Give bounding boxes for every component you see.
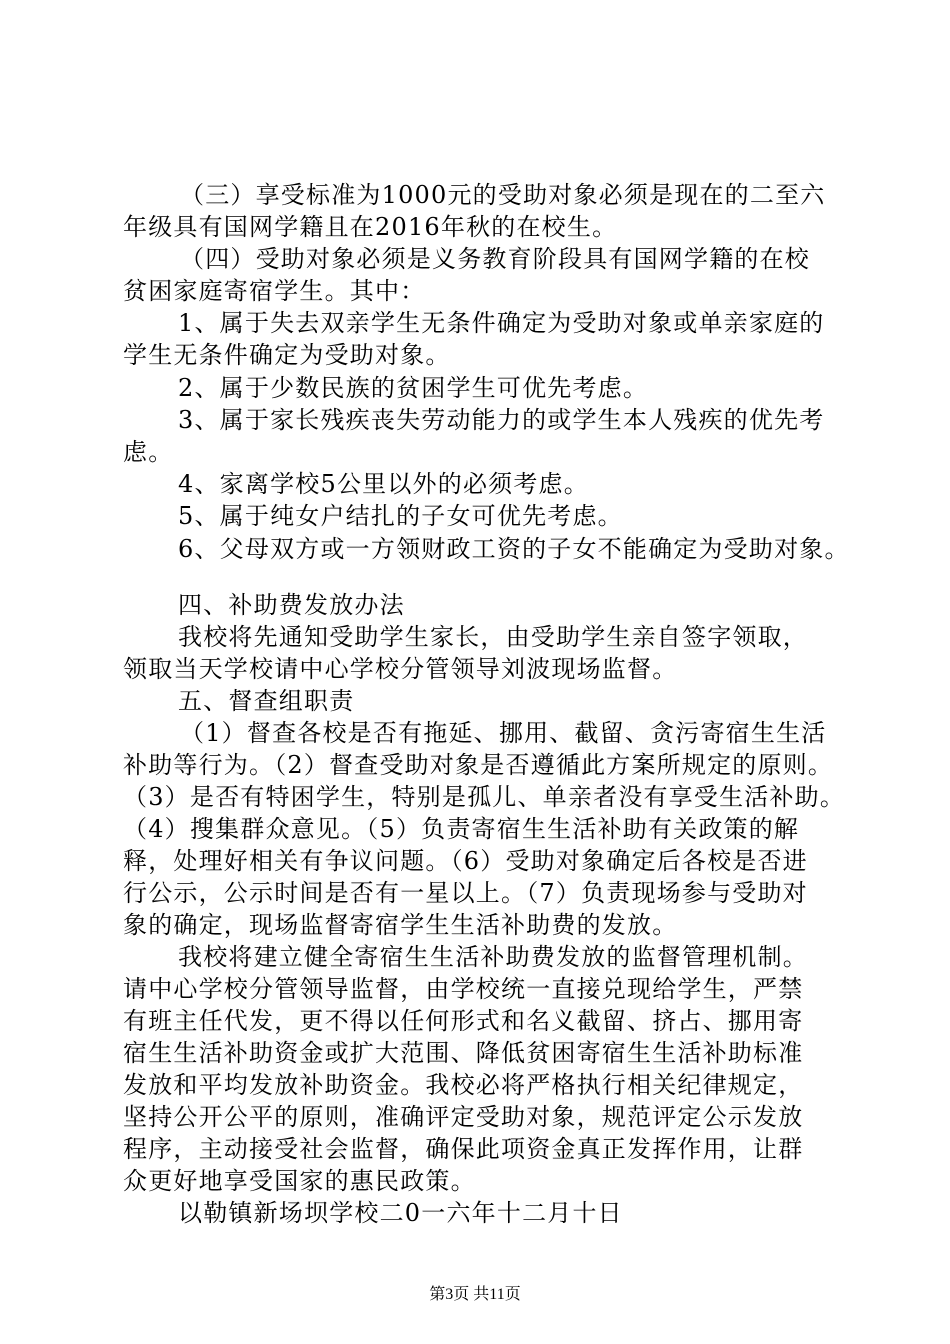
paragraph-line: 4、家离学校5公里以外的必须考虑。 [178, 470, 589, 498]
paragraph-line: （四）受助对象必须是义务教育阶段具有国网学籍的在校 [180, 245, 810, 273]
paragraph-line: 6、父母双方或一方领财政工资的子女不能确定为受助对象。 [178, 535, 850, 563]
signature-date-line: 以勒镇新场坝学校二0一六年十二月十日 [178, 1199, 623, 1227]
paragraph-line: 5、属于纯女户结扎的子女可优先考虑。 [178, 502, 623, 530]
paragraph-line: 程序，主动接受社会监督，确保此项资金真正发挥作用，让群 [123, 1135, 804, 1163]
paragraph-line: （三）享受标准为1000元的受助对象必须是现在的二至六 [180, 181, 826, 209]
page-footer: 第3页 共11页 [429, 1286, 521, 1303]
paragraph-line: 学生无条件确定为受助对象。 [123, 341, 451, 369]
paragraph-line: 有班主任代发，更不得以任何形式和名义截留、挤占、挪用寄 [123, 1007, 804, 1035]
paragraph-line: （3）是否有特困学生，特别是孤儿、单亲者没有享受生活补助。 [123, 783, 846, 811]
paragraph-line: 坚持公开公平的原则，准确评定受助对象，规范评定公示发放 [123, 1103, 804, 1131]
paragraph-line: 象的确定，现场监督寄宿学生生活补助费的发放。 [123, 911, 678, 939]
paragraph-line: （1）督查各校是否有拖延、挪用、截留、贪污寄宿生生活 [180, 719, 827, 747]
paragraph-line: 发放和平均发放补助资金。我校必将严格执行相关纪律规定， [123, 1071, 804, 1099]
paragraph-line: 请中心学校分管领导监督，由学校统一直接兑现给学生，严禁 [123, 975, 804, 1003]
paragraph-line: 虑。 [123, 438, 174, 466]
paragraph-line: 释，处理好相关有争议问题。（6）受助对象确定后各校是否进 [123, 847, 808, 875]
paragraph-line: 1、属于失去双亲学生无条件确定为受助对象或单亲家庭的 [178, 309, 825, 337]
paragraph-line: 行公示，公示时间是否有一星以上。（7）负责现场参与受助对 [123, 879, 808, 907]
paragraph-line: （4）搜集群众意见。（5）负责寄宿生生活补助有关政策的解 [123, 815, 800, 843]
paragraph-line: 贫困家庭寄宿学生。其中： [123, 277, 426, 305]
paragraph-line: 我校将建立健全寄宿生生活补助费发放的监督管理机制。 [178, 943, 808, 971]
paragraph-line: 众更好地享受国家的惠民政策。 [123, 1167, 476, 1195]
paragraph-line: 2、属于少数民族的贫困学生可优先考虑。 [178, 374, 649, 402]
paragraph-line: 补助等行为。（2）督查受助对象是否遵循此方案所规定的原则。 [123, 751, 834, 779]
section-heading: 四、补助费发放办法 [178, 591, 405, 619]
paragraph-line: 我校将先通知受助学生家长，由受助学生亲自签字领取， [178, 623, 808, 651]
paragraph-line: 年级具有国网学籍且在2016年秋的在校生。 [123, 213, 618, 241]
section-heading: 五、督查组职责 [178, 687, 355, 715]
paragraph-line: 领取当天学校请中心学校分管领导刘波现场监督。 [123, 655, 678, 683]
paragraph-line: 3、属于家长残疾丧失劳动能力的或学生本人残疾的优先考 [178, 406, 825, 434]
paragraph-line: 宿生生活补助资金或扩大范围、降低贫困寄宿生生活补助标准 [123, 1039, 804, 1067]
